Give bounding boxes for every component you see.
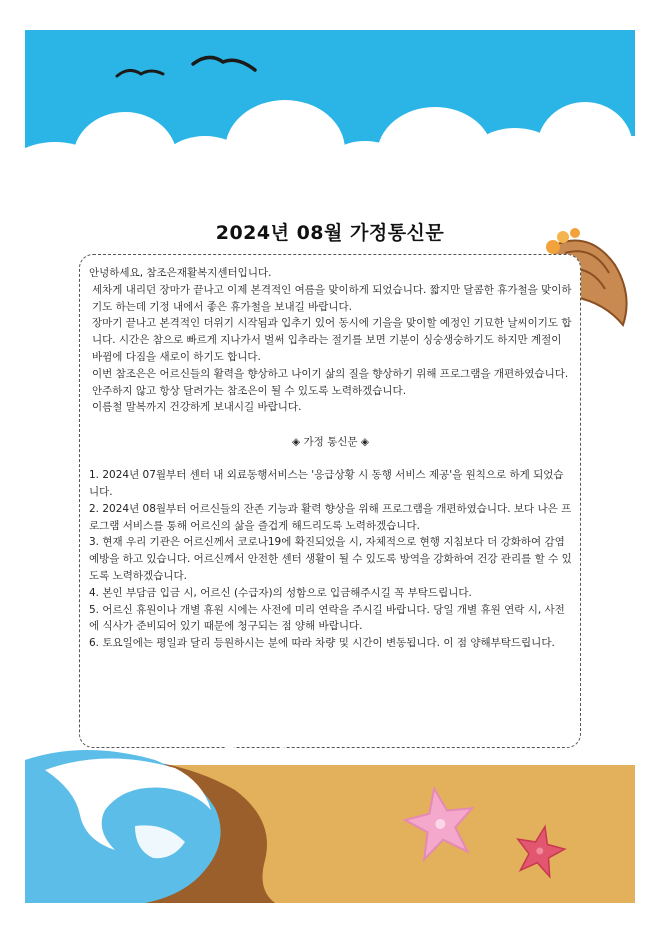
notice-item: 3. 현재 우리 기관은 어르신께서 코로나19에 확진되었을 시, 자체적으로 현행 지침보다 더 강화하여 감염 예방을 하고 있습니다. 어르신께서 안전한 센터 생활이 될 수 있도록 방역을 강화하여 건강 관리를 할 수 있도록 노력하겠습니다. bbox=[89, 536, 572, 582]
newsletter-page bbox=[25, 30, 635, 903]
page-title: 2024년 08월 가정통신문 bbox=[215, 222, 445, 244]
notice-list bbox=[89, 467, 572, 652]
beach-footer-illustration bbox=[25, 730, 635, 903]
section-heading: ◈ 가정 통신문 ◈ bbox=[292, 436, 369, 449]
notice-item: 5. 어르신 휴원이나 개별 휴원 시에는 사전에 미리 연락을 주시길 바랍니다. 당일 개별 휴원 연락 시, 사전에 식사가 준비되어 있기 때문에 청구되는 점 양해 바랍니다. bbox=[89, 603, 565, 633]
foam-bubbles bbox=[223, 735, 285, 749]
sky-header-illustration bbox=[25, 30, 635, 220]
greeting-paragraph: 이번 참조은은 어르신들의 활력을 향상하고 나이기 삶의 질을 향상하기 위해 프로그램을 개편하였습니다. 안주하지 않고 항상 달려가는 참조은이 될 수 있도록 노력하겠습니다. bbox=[92, 367, 569, 397]
notice-item: 4. 본인 부담금 입금 시, 어르신 (수급자)의 성함으로 입금해주시길 꼭 부탁드립니다. bbox=[89, 586, 472, 599]
greeting-section bbox=[89, 265, 572, 416]
notice-item: 6. 토요일에는 평일과 달리 등원하시는 분에 따라 차량 및 시간이 변동됩니다. 이 점 양해부탁드립니다. bbox=[89, 637, 555, 650]
greeting-paragraph: 이름철 말복까지 건강하게 보내시길 바랍니다. bbox=[92, 401, 302, 414]
greeting-paragraph: 장마기 끝나고 본격적인 더위기 시작됨과 입추기 있어 동시에 기을을 맞이할 예정인 기묘한 날씨이기도 합니다. 시간은 참으로 빠르게 지나가서 벌써 입추라는 절기를 보면 기분이 싱숭생숭하기도 하지만 계절이 바뀜에 다짐을 새로이 하기도 합니다. bbox=[92, 317, 572, 363]
greeting-line: 안녕하세요, 참조은재활복지센터입니다. bbox=[89, 267, 272, 279]
notice-content-box bbox=[79, 254, 581, 748]
notice-item: 1. 2024년 07월부터 센터 내 외료동행서비스는 '응급상황 시 동행 서비스 제공'을 원칙으로 하게 되었습니다. bbox=[89, 469, 564, 498]
notice-item: 2. 2024년 08월부터 어르신들의 잔존 기능과 활력 향상을 위해 프로그램을 개편하였습니다. 보다 나은 프로그램 서비스를 통해 어르신의 삶을 즐겁게 해드리도록 노력하겠습니다. bbox=[89, 502, 572, 532]
greeting-paragraph: 세차게 내리던 장마가 끝나고 이제 본격적인 여름을 맞이하게 되었습니다. 짧지만 달콤한 휴가철을 맞이하기도 하는데 기정 내에서 좋은 휴가철을 보내길 바랍니다. bbox=[92, 283, 572, 313]
